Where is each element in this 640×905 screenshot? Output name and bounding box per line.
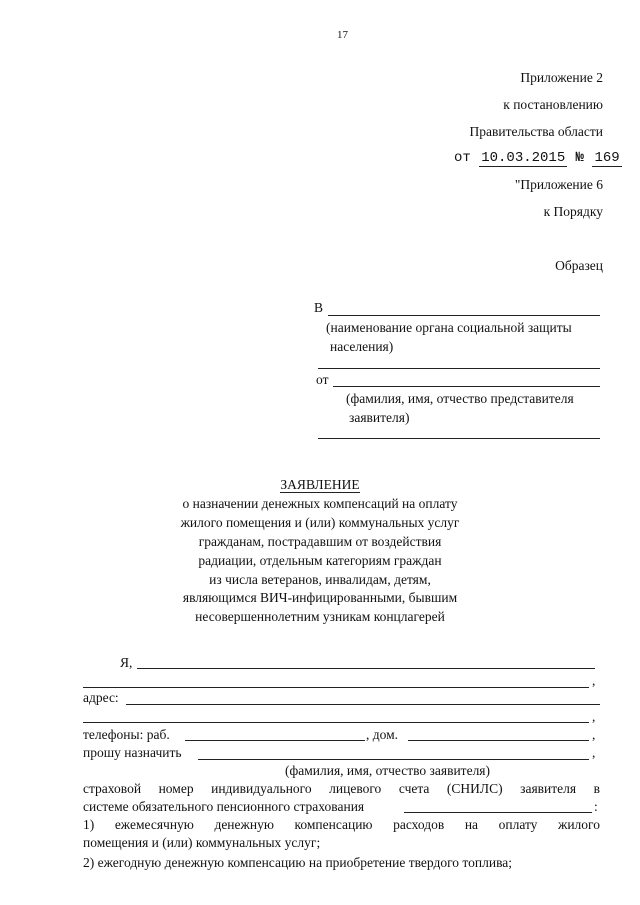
sub-appendix-line-1: "Приложение 6 xyxy=(514,177,603,192)
to-prefix: В xyxy=(314,300,324,315)
page-number: 17 xyxy=(337,29,348,41)
number-value: 169 xyxy=(594,150,620,166)
work-phone-field[interactable] xyxy=(185,740,365,741)
from-line-2 xyxy=(318,438,600,439)
applicant-name-field[interactable] xyxy=(137,668,595,669)
document-title xyxy=(0,477,640,493)
i-label: Я, xyxy=(120,655,133,670)
comma-1: , xyxy=(592,673,596,688)
date-prefix: от xyxy=(454,150,471,166)
appendix-line-3: Правительства области xyxy=(469,124,603,139)
fio-hint: (фамилия, имя, отчество заявителя) xyxy=(285,763,491,778)
title-line-1: о назначении денежных компенсаций на оплату xyxy=(182,496,458,511)
title-line-6: являющимся ВИЧ-инфицированными, бывшим xyxy=(182,590,458,605)
comma-2: , xyxy=(592,709,596,724)
item-1-line-2: помещения и (или) коммунальных услуг; xyxy=(83,835,321,850)
address-field-2[interactable] xyxy=(83,722,589,723)
from-hint-2: заявителя) xyxy=(349,410,410,425)
appendix-date-line xyxy=(454,150,622,167)
snils-line-2: системе обязательного пенсионного страхования xyxy=(83,799,365,814)
item-1-line-1: 1) ежемесячную денежную компенсацию расходов на оплату жилого xyxy=(83,817,600,832)
snils-line-1: страховой номер индивидуального лицевого счета (СНИЛС) заявителя в xyxy=(83,781,600,796)
title-line-7: несовершеннолетним узникам концлагерей xyxy=(195,609,445,624)
phones-label: телефоны: раб. xyxy=(83,727,170,742)
to-hint-2: населения) xyxy=(330,339,394,354)
request-fio-field[interactable] xyxy=(198,759,589,760)
from-line xyxy=(333,386,600,387)
from-prefix: от xyxy=(316,372,329,387)
number-sign: № xyxy=(575,150,585,166)
date-value: 10.03.2015 xyxy=(481,150,566,166)
home-label: , дом. xyxy=(366,727,399,742)
snils-field[interactable] xyxy=(404,812,592,813)
applicant-name-field-2[interactable] xyxy=(83,687,589,688)
home-phone-field[interactable] xyxy=(408,740,589,741)
appendix-line-2: к постановлению xyxy=(503,97,603,112)
title-line-5: из числа ветеранов, инвалидам, детям, xyxy=(209,572,431,587)
item-2: 2) ежегодную денежную компенсацию на приобретение твердого топлива; xyxy=(83,855,513,870)
to-line xyxy=(328,315,600,316)
sample-label: Образец xyxy=(555,258,603,273)
title-line-3: гражданам, пострадавшим от воздействия xyxy=(198,534,442,549)
title-heading: ЗАЯВЛЕНИЕ xyxy=(280,477,360,492)
address-label: адрес: xyxy=(83,690,119,705)
address-field[interactable] xyxy=(126,704,600,705)
request-label: прошу назначить xyxy=(83,745,182,760)
to-hint-1: (наименование органа социальной защиты xyxy=(326,320,572,335)
comma-3: , xyxy=(592,727,596,742)
appendix-line-1: Приложение 2 xyxy=(520,70,603,85)
comma-4: , xyxy=(592,745,596,760)
snils-colon: : xyxy=(594,799,598,814)
from-hint-1: (фамилия, имя, отчество представителя xyxy=(346,391,574,406)
sub-appendix-line-2: к Порядку xyxy=(543,204,603,219)
to-line-2 xyxy=(318,368,600,369)
title-line-2: жилого помещения и (или) коммунальных услуг xyxy=(180,515,460,530)
title-line-4: радиации, отдельным категориям граждан xyxy=(198,553,442,568)
